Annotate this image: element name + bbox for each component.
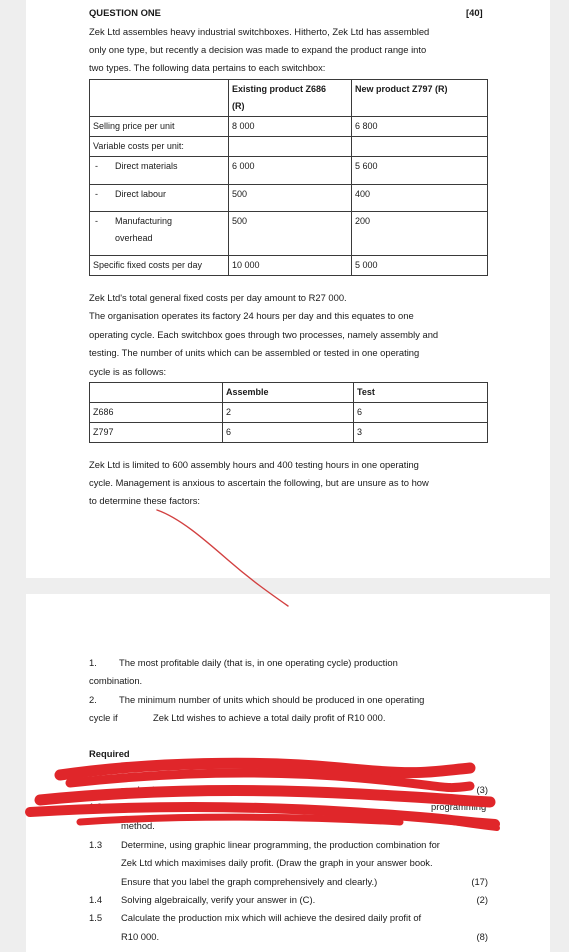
- required-1-5-num: 1.5: [89, 912, 103, 923]
- para2-line-2: The organisation operates its factory 24 hours per day and this equates to one: [89, 310, 414, 321]
- required-1-2-fragment-right: programming: [431, 801, 487, 812]
- para2-line-4: testing. The number of units which can be assembled or tested in one operating: [89, 347, 420, 358]
- para2-line-3: operating cycle. Each switchbox goes through two processes, namely assembly and: [89, 329, 439, 340]
- table-row: Z686 2 6: [90, 403, 488, 423]
- para3-line-3: to determine these factors:: [89, 495, 200, 506]
- para2-line-5: cycle is as follows:: [89, 366, 167, 377]
- required-1-3-line-2: Zek Ltd which maximises daily profit. (Draw the graph in your answer book.: [121, 857, 433, 868]
- required-1-1-marks: (3): [476, 784, 488, 795]
- table-header-new: New product Z797 (R): [352, 80, 488, 117]
- required-1-3-num: 1.3: [89, 839, 103, 850]
- required-1-4-line-1: Solving algebraically, verify your answer in (C).: [121, 894, 316, 905]
- required-1-1-line-2: production solution for Zek Ltd: [121, 784, 248, 795]
- process-capacity-table: [89, 382, 488, 443]
- intro-line-2: only one type, but recently a decision was made to expand the product range into: [89, 44, 427, 55]
- intro-line-1: Zek Ltd assembles heavy industrial switchboxes. Hitherto, Zek Ltd has assembled: [89, 26, 430, 37]
- document-page-2: [26, 594, 550, 952]
- table-row: Z797 6 3: [90, 423, 488, 443]
- table-header-row: Assemble Test: [90, 383, 488, 403]
- intro-line-3: two types. The following data pertains to each switchbox:: [89, 62, 326, 73]
- required-1-5-marks: (8): [476, 931, 488, 942]
- table-header-empty: [90, 80, 229, 117]
- document-page-1: [26, 0, 550, 578]
- para3-line-2: cycle. Management is anxious to ascertain the following, but are unsure as to how: [89, 477, 429, 488]
- factor-1: 1. The most profitable daily (that is, in one operating cycle) production: [89, 657, 398, 668]
- required-1-3-marks: (17): [471, 876, 488, 887]
- factor-2: 2. The minimum number of units which should be produced in one operating: [89, 694, 425, 705]
- factor-1-line-2: combination.: [89, 675, 143, 686]
- table-header-row: [90, 80, 488, 117]
- table-row: Specific fixed costs per day 10 000 5 000: [90, 256, 488, 276]
- factor-2-line-2-cont: Zek Ltd wishes to achieve a total daily profit of R10 000.: [153, 712, 386, 723]
- required-1-5-line-2: R10 000.: [121, 931, 160, 942]
- para3-line-1: Zek Ltd is limited to 600 assembly hours and 400 testing hours in one operating: [89, 459, 419, 470]
- required-heading: Required: [89, 748, 130, 759]
- required-1-4-marks: (2): [476, 894, 488, 905]
- required-1-5-line-1: Calculate the production mix which will achieve the desired daily profit of: [121, 912, 422, 923]
- question-marks: [40]: [466, 7, 483, 18]
- table-row: Variable costs per unit:: [90, 137, 488, 157]
- required-1-2-fragment: Outline the steps: [121, 801, 192, 812]
- factor-2-line-2: cycle if: [89, 712, 118, 723]
- table-header-existing: Existing product Z686 (R): [229, 80, 352, 117]
- table-row: - Direct labour 500 400: [90, 185, 488, 212]
- required-1-3-line-1: Determine, using graphic linear programming, the production combination for: [121, 839, 440, 850]
- required-1-2-line-2: method.: [121, 820, 155, 831]
- required-1-4-num: 1.4: [89, 894, 103, 905]
- required-1-1-fragment: in determining the optimal: [328, 766, 436, 777]
- para2-line-1: Zek Ltd's total general fixed costs per day amount to R27 000.: [89, 292, 347, 303]
- required-1-1-num: 1.1: [89, 766, 103, 777]
- switchbox-cost-table: [89, 79, 488, 276]
- table-row: Selling price per unit 8 000 6 800: [90, 117, 488, 137]
- required-1-3-line-3: Ensure that you label the graph comprehensively and clearly.): [121, 876, 378, 887]
- required-1-2-num: 1.2: [89, 801, 103, 812]
- question-title: QUESTION ONE: [89, 7, 161, 18]
- table-row: - Direct materials 6 000 5 600: [90, 157, 488, 185]
- table-row: - Manufacturing overhead 500 200: [90, 212, 488, 256]
